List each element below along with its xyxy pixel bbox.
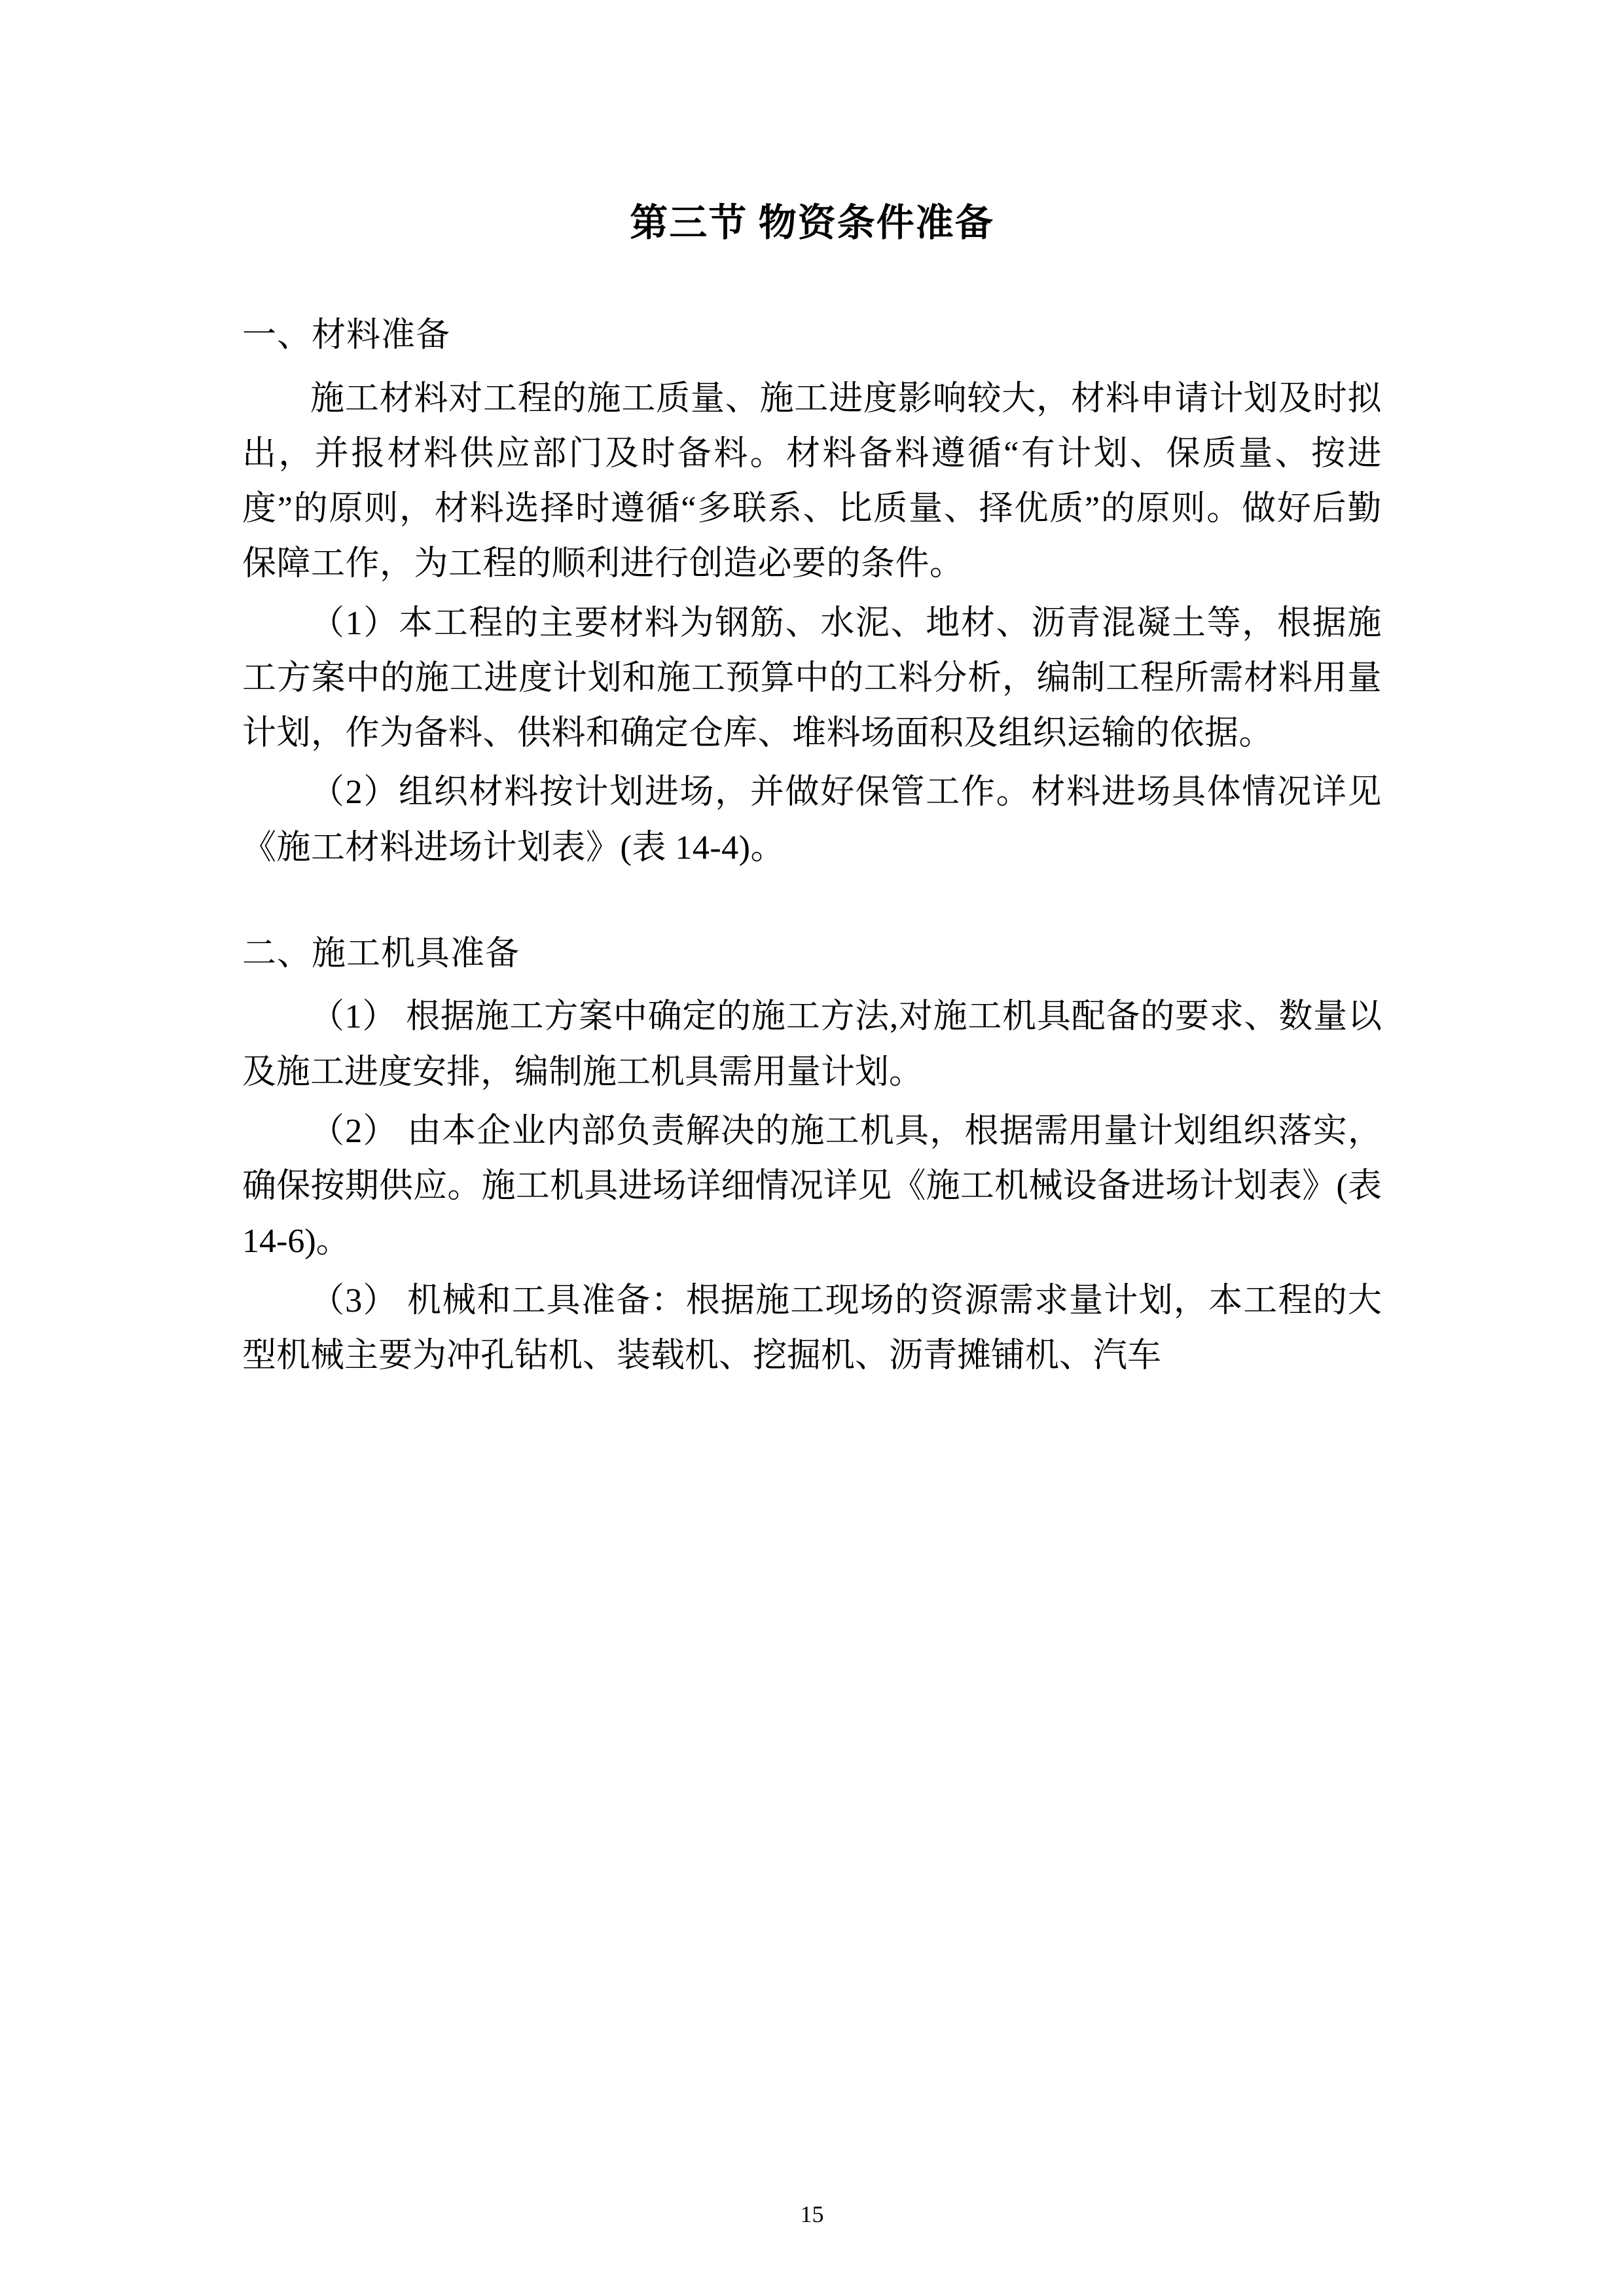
- paragraph: （3） 机械和工具准备：根据施工现场的资源需求量计划，本工程的大型机械主要为冲孔钻机、装载机、挖掘机、沥青摊铺机、汽车: [242, 1282, 1382, 1374]
- paragraph: （2） 由本企业内部负责解决的施工机具，根据需用量计划组织落实，确保按期供应。施工机具进场详细情况详见《施工机械设备进场计划表》(表 14-6)。: [242, 1112, 1382, 1261]
- paragraph: （2）组织材料按计划进场，并做好保管工作。材料进场具体情况详见《施工材料进场计划表》(表 14-4)。: [242, 774, 1382, 867]
- section-heading-material: 一、材料准备: [242, 317, 451, 355]
- page-number: 15: [800, 2201, 824, 2227]
- section-spacer: [242, 880, 1382, 928]
- paragraph: 施工材料对工程的施工质量、施工进度影响较大，材料申请计划及时拟出，并报材料供应部门及时备料。材料备料遵循“有计划、保质量、按进度”的原则，材料选择时遵循“多联系、比质量、择优质”的原则。做好后勤保障工作，为工程的顺利进行创造必要的条件。: [242, 380, 1382, 583]
- section-heading-equipment: 二、施工机具准备: [242, 935, 520, 973]
- paragraph: （1）本工程的主要材料为钢筋、水泥、地材、沥青混凝土等，根据施工方案中的施工进度计划和施工预算中的工料分析，编制工程所需材料用量计划，作为备料、供料和确定仓库、堆料场面积及组织运输的依据。: [242, 604, 1382, 753]
- paragraph: （1） 根据施工方案中确定的施工方法,对施工机具配备的要求、数量以及施工进度安排，编制施工机具需用量计划。: [242, 998, 1382, 1091]
- section-equipment-preparation: [242, 928, 1382, 1384]
- page-title: 第三节 物资条件准备: [630, 202, 994, 244]
- section-material-preparation: [242, 310, 1382, 876]
